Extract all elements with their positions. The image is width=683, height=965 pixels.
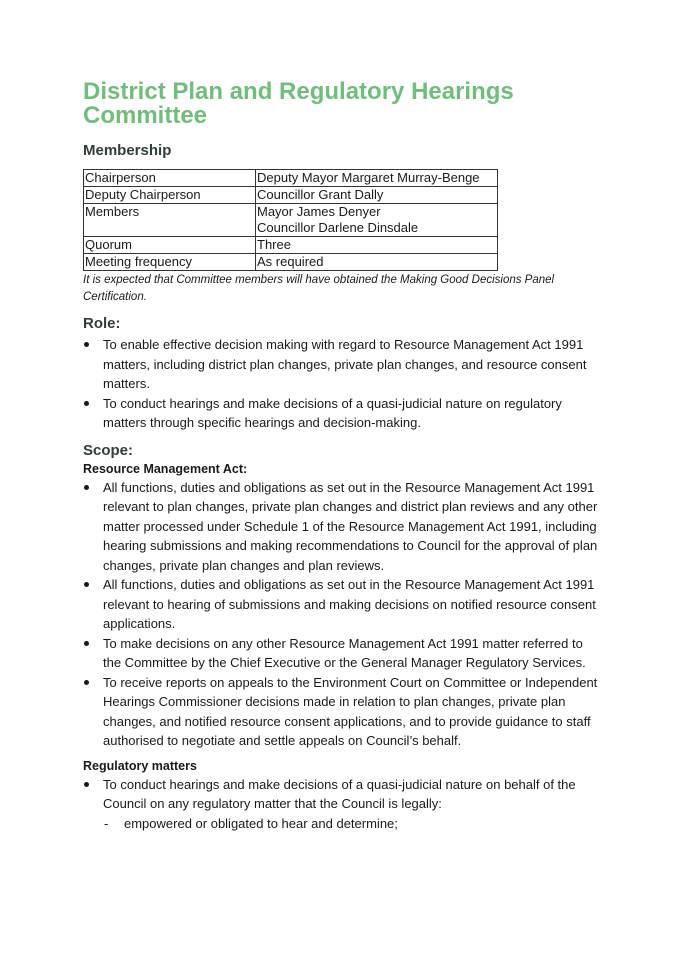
member-name: Councillor Darlene Dinsdale — [257, 220, 419, 235]
membership-table — [83, 169, 498, 271]
role-heading: Role: — [83, 315, 121, 332]
bullet-icon — [84, 680, 89, 685]
table-cell-person: Deputy Mayor Margaret Murray-Benge — [256, 170, 498, 187]
member-name: Mayor James Denyer — [257, 204, 381, 219]
bullet-icon — [84, 582, 89, 587]
table-row — [84, 237, 498, 254]
list-item — [83, 775, 603, 814]
list-item-text: To enable effective decision making with regard to Resource Management Act 1991 matters, including district plan changes, private plan changes, and resource consent matters. — [103, 337, 587, 391]
bullet-icon — [84, 401, 89, 406]
list-item-text: All functions, duties and obligations as set out in the Resource Management Act 1991 relevant to hearing of submissions and making decisions on notified resource consent applications. — [103, 577, 596, 631]
list-item-text: All functions, duties and obligations as set out in the Resource Management Act 1991 relevant to plan changes, private plan changes and district plan reviews and any other matter processed under Schedule 1 of the Resource Management Act 1991, including hearing submissions and making recommendations to Council for the approval of plan changes, private plan changes and plan reviews. — [103, 479, 598, 573]
list-item — [83, 335, 603, 394]
regulatory-list — [83, 775, 603, 814]
list-item — [83, 814, 603, 834]
bullet-icon — [84, 485, 89, 490]
list-item — [83, 478, 603, 576]
table-row — [84, 254, 498, 271]
certification-note: It is expected that Committee members will have obtained the Making Good Decisions Panel Certification. — [83, 274, 555, 303]
list-item-text: To receive reports on appeals to the Environment Court on Committee or Independent Hearings Commissioner decisions made in relation to plan changes, private plan changes, and notified resource consent applications, and to provide guidance to staff authorised to negotiate and settle appeals on Council’s behalf. — [103, 674, 598, 748]
regulatory-sublist — [83, 814, 603, 834]
table-cell-role: Meeting frequency — [84, 254, 256, 271]
list-item — [83, 575, 603, 634]
table-cell-role: Deputy Chairperson — [84, 187, 256, 204]
bullet-icon — [84, 782, 89, 787]
list-item-text: To conduct hearings and make decisions of a quasi-judicial nature on regulatory matters through specific hearings and decision-making. — [103, 395, 562, 430]
list-item-text: empowered or obligated to hear and determine; — [124, 815, 398, 831]
dash-icon: - — [104, 815, 109, 831]
table-cell-role: Quorum — [84, 237, 256, 254]
membership-heading: Membership — [83, 142, 172, 159]
table-cell-person — [256, 204, 498, 237]
list-item-text: To conduct hearings and make decisions of a quasi-judicial nature on behalf of the Council on any regulatory matter that the Council is legally: — [103, 776, 576, 811]
table-cell-person: Councillor Grant Dally — [256, 187, 498, 204]
table-cell-role: Members — [84, 204, 256, 237]
list-item-text: To make decisions on any other Resource Management Act 1991 matter referred to the Committee by the Chief Executive or the General Manager Regulatory Services. — [103, 635, 586, 670]
rma-subheading: Resource Management Act: — [83, 461, 248, 476]
table-row — [84, 170, 498, 187]
table-cell-person: As required — [256, 254, 498, 271]
table-cell-person: Three — [256, 237, 498, 254]
role-list — [83, 335, 603, 433]
regulatory-subheading: Regulatory matters — [83, 758, 197, 773]
table-row — [84, 204, 498, 237]
bullet-icon — [84, 641, 89, 646]
document-page — [83, 80, 603, 833]
table-cell-role: Chairperson — [84, 170, 256, 187]
rma-list — [83, 478, 603, 751]
bullet-icon — [84, 342, 89, 347]
scope-heading: Scope: — [83, 441, 134, 459]
table-row — [84, 187, 498, 204]
list-item — [83, 394, 603, 433]
page-title: District Plan and Regulatory Hearings Committee — [83, 78, 514, 129]
list-item — [83, 634, 603, 673]
list-item — [83, 673, 603, 751]
